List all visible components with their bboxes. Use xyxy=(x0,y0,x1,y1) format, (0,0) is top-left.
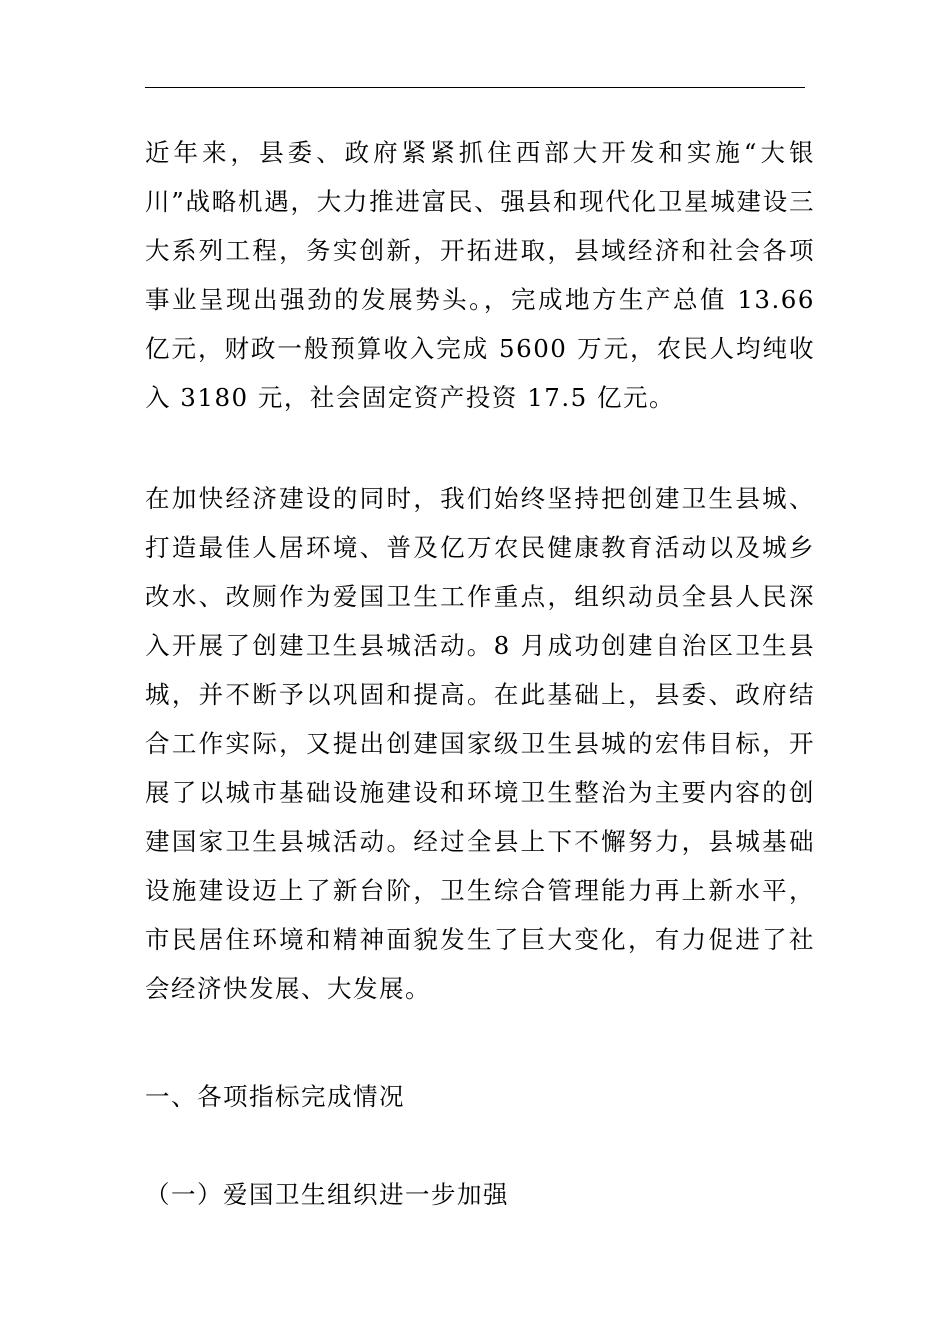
paragraph-sanitation-work: 在加快经济建设的同时，我们始终坚持把创建卫生县城、打造最佳人居环境、普及亿万农民健康教育活动以及城乡改水、改厕作为爱国卫生工作重点，组织动员全县人民深入开展了创建卫生县城活动。8 月成功创建自治区卫生县城，并不断予以巩固和提高。在此基础上，县委、政府结合工作实际，又提出创建国家级卫生县城的宏伟目标，开展了以城市基础设施建设和环境卫生整治为主要内容的创建国家卫生县城活动。经过全县上下不懈努力，县城基础设施建设迈上了新台阶，卫生综合管理能力再上新水平，市民居住环境和精神面貌发生了巨大变化，有力促进了社会经济快发展、大发展。 xyxy=(145,484,815,1003)
subsection-heading: （一）爱国卫生组织进一步加强 xyxy=(145,1180,509,1209)
header-rule xyxy=(145,87,805,88)
section-heading: 一、各项指标完成情况 xyxy=(145,1082,405,1111)
paragraph-economic-overview: 近年来，县委、政府紧紧抓住西部大开发和实施“大银川”战略机遇，大力推进富民、强县和现代化卫星城建设三大系列工程，务实创新，开拓进取，县域经济和社会各项事业呈现出强劲的发展势头。，完成地方生产总值 13.66 亿元，财政一般预算收入完成 5600 万元，农民人均纯收入 3180 元，社会固定资产投资 17.5 亿元。 xyxy=(145,138,815,412)
